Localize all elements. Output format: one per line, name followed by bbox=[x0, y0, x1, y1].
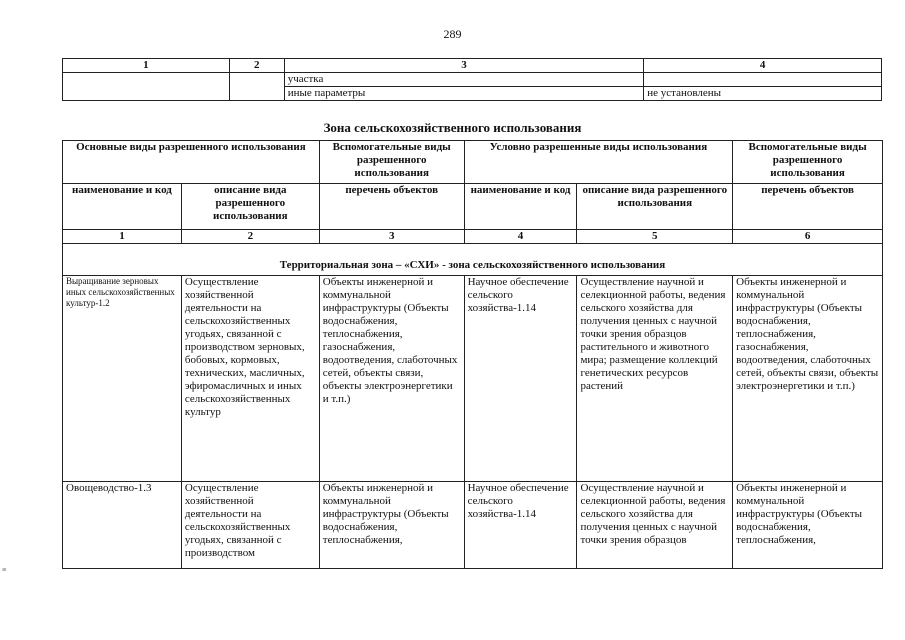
objects-list-header-2: перечень объектов bbox=[733, 184, 883, 230]
table-row bbox=[63, 73, 882, 87]
table-cell: не установлены bbox=[644, 87, 882, 101]
table-cell: иные параметры bbox=[284, 87, 644, 101]
aux-uses-header-2: Вспомогательные виды разрешенного использования bbox=[733, 141, 883, 184]
table-cell bbox=[229, 73, 284, 101]
sub-header-row bbox=[63, 184, 883, 230]
permitted-use-table bbox=[62, 140, 883, 569]
page-number: 289 bbox=[443, 27, 462, 41]
conditional-uses-header: Условно разрешенные виды использования bbox=[464, 141, 733, 184]
use-description-cell: Осуществление хозяйственной деятельности на сельскохозяйственных угодьях, связанной с производством зерновых, бобовых, кормовых, технических, масличных, эфиромасличных и иных сельскохозяйственных культур bbox=[181, 276, 319, 482]
use-description-cell: Осуществление хозяйственной деятельности на сельскохозяйственных угодьях, связанной с производством bbox=[181, 482, 319, 569]
column-number: 2 bbox=[181, 230, 319, 244]
name-code-header-2: наименование и код bbox=[464, 184, 577, 230]
name-code-header: наименование и код bbox=[63, 184, 182, 230]
table-row bbox=[63, 276, 883, 482]
continuation-table bbox=[62, 58, 882, 101]
aux-objects-cell: Объекты инженерной и коммунальной инфраструктуры (Объекты водоснабжения, теплоснабжения, газоснабжения, водоотведения, слаботочных сетей, объекты связи, объекты электроэнергетики и т.п.) bbox=[319, 276, 464, 482]
table-cell bbox=[644, 73, 882, 87]
column-number: 3 bbox=[319, 230, 464, 244]
conditional-description-cell: Осуществление научной и селекционной работы, ведения сельского хозяйства для получения ценных с научной точки зрения образцов растительного и животного мира; размещение коллекций генетических ресурсов растений bbox=[577, 276, 733, 482]
column-number: 1 bbox=[63, 230, 182, 244]
table-row bbox=[63, 482, 883, 569]
use-name-cell: Выращивание зерновых иных сельскохозяйственных культур-1.2 bbox=[63, 276, 182, 482]
conditional-name-cell: Научное обеспечение сельского хозяйства-1.14 bbox=[464, 482, 577, 569]
column-number: 6 bbox=[733, 230, 883, 244]
objects-list-header: перечень объектов bbox=[319, 184, 464, 230]
column-number: 5 bbox=[577, 230, 733, 244]
description-header-2: описание вида разрешенного использования bbox=[577, 184, 733, 230]
column-number: 3 bbox=[284, 59, 644, 73]
column-number: 1 bbox=[63, 59, 230, 73]
column-number: 4 bbox=[644, 59, 882, 73]
description-header: описание вида разрешенного использования bbox=[181, 184, 319, 230]
aux-uses-header: Вспомогательные виды разрешенного использования bbox=[319, 141, 464, 184]
conditional-name-cell: Научное обеспечение сельского хозяйства-1.14 bbox=[464, 276, 577, 482]
scan-edge-mark: ≡ bbox=[2, 565, 7, 574]
zone-title: Зона сельскохозяйственного использования bbox=[323, 120, 582, 135]
table-cell bbox=[63, 73, 230, 101]
aux-objects-cell: Объекты инженерной и коммунальной инфраструктуры (Объекты водоснабжения, теплоснабжения, bbox=[319, 482, 464, 569]
group-header-row bbox=[63, 141, 883, 184]
territory-zone-row bbox=[63, 244, 883, 276]
column-number-row bbox=[63, 230, 883, 244]
column-number: 2 bbox=[229, 59, 284, 73]
table-cell: участка bbox=[284, 73, 644, 87]
territory-zone-title: Территориальная зона – «СХИ» - зона сельскохозяйственного использования bbox=[63, 244, 883, 276]
continuation-header-row bbox=[63, 59, 882, 73]
main-uses-header: Основные виды разрешенного использования bbox=[63, 141, 320, 184]
conditional-objects-cell: Объекты инженерной и коммунальной инфраструктуры (Объекты водоснабжения, теплоснабжения, bbox=[733, 482, 883, 569]
conditional-description-cell: Осуществление научной и селекционной работы, ведения сельского хозяйства для получения ценных с научной точки зрения образцов bbox=[577, 482, 733, 569]
conditional-objects-cell: Объекты инженерной и коммунальной инфраструктуры (Объекты водоснабжения, теплоснабжения, газоснабжения, водоотведения, слаботочных сетей, объекты связи, объекты электроэнергетики и т.п.) bbox=[733, 276, 883, 482]
column-number: 4 bbox=[464, 230, 577, 244]
use-name-cell: Овощеводство-1.3 bbox=[63, 482, 182, 569]
